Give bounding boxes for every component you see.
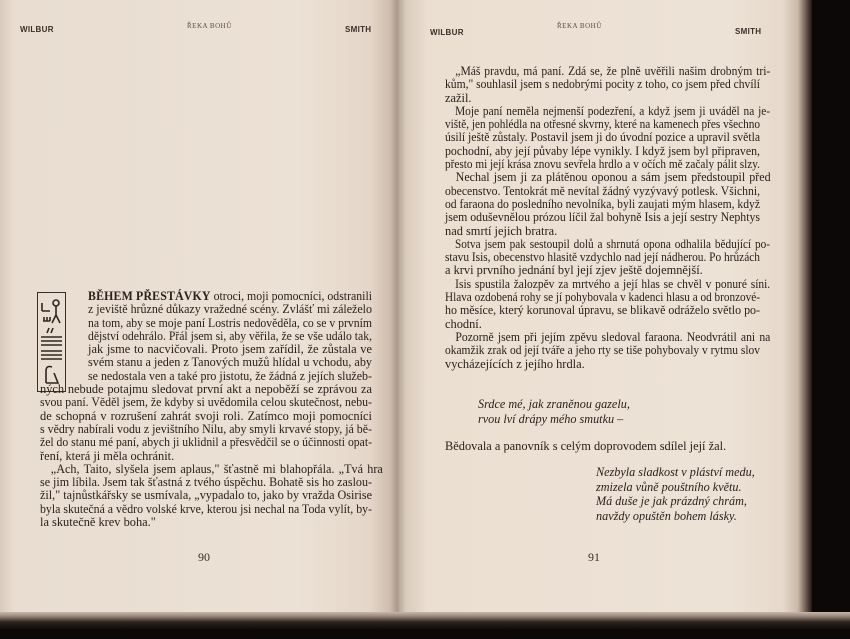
text-line: přesto mi její krása znovu sevřela hrdlo a v očích mě začaly pálit slzy.	[445, 157, 760, 172]
text-line: la skutečně krev boha."	[40, 515, 156, 530]
text-line: ření, která ji měla ochránit.	[40, 448, 175, 463]
text-line: úsilí ještě zůstaly. Postavil jsem ji do úvodní pozice a upravil světla	[445, 130, 760, 145]
text-line: okamžik zrak od její tváře a jeho rty se tiše pohybovaly v rytmu slov	[445, 343, 760, 358]
text-line: de schopná v rozrušení zahrát svoji roli. Zatímco moji pomocníci	[40, 408, 372, 423]
text-line: z jeviště hrůzné důkazy vražedné scény. Zvlášť mi záleželo	[88, 302, 372, 317]
prose-after-verse: Bědovala a panovník s celým doprovodem sdílel její žal.	[445, 439, 727, 453]
verse-line: navždy opuštěn bohem lásky.	[596, 508, 737, 523]
text-line: vycházejících z jejího hrdla.	[445, 356, 585, 371]
verse-1	[478, 397, 630, 426]
text-line: od faraona do posledního nevolníka, byli zaujati mým hlasem, když	[445, 196, 760, 211]
verse-line: zmizela vůně pouštního květu.	[596, 479, 742, 494]
text-line: žel do stanu mé paní, abych ji uklidnil a přesvědčil se o účinnosti opat-	[40, 435, 372, 450]
running-head-author-last: SMITH	[735, 27, 762, 36]
running-head-title: ŘEKA BOHŮ	[187, 22, 232, 30]
text-line: pochodní, aby její půvaby lépe vynikly. I když jsem byl připraven,	[445, 143, 760, 158]
text-line: se nedostala ven a také pro jistotu, že žádná z jejích služeb-	[88, 368, 372, 383]
text-line: Nechal jsem ji za plátěnou oponou a sám jsem předstoupil před	[455, 170, 771, 185]
text-line: viště, jen pohlédla na otřesné skvrny, které na kamenech přes všechno	[445, 117, 760, 132]
text-line: dějství odehrálo. Přál jsem si, aby věřila, že se vše událo tak,	[88, 328, 372, 343]
text-line: s vědry nabírali vodu z jevištního Nilu, aby smyli krvavé stopy, já bě-	[40, 421, 372, 436]
running-head-author-first: WILBUR	[20, 25, 54, 34]
verse-line: Má duše je jak prázdný chrám,	[596, 494, 747, 508]
text-line: obecenstvo. Tentokrát mě nevítal žádný vyzývavý potlesk. Všichni,	[445, 183, 760, 198]
text-line: jsem oduševnělou prózou líčil žal bohyně Isis a její sestry Nephtys	[445, 210, 760, 225]
verse-line: rvou lví drápy mého smutku –	[478, 411, 624, 426]
text-line: Hlava ozdobená rohy se jí pohybovala v kadenci hlasu a od bronzové-	[445, 290, 760, 305]
running-head-author-last: SMITH	[345, 25, 372, 34]
text-line: se jim líbila. Jsem tak šťastná z tvého úspěchu. Bohatě sis ho zaslou-	[40, 475, 372, 490]
verse-line: Nezbyla sladkost v pláství medu,	[596, 465, 755, 479]
text-line: Pozorně jsem při jejím zpěvu sledoval faraona. Neodvrátil ani na	[455, 329, 771, 344]
right-page	[398, 0, 812, 622]
text-line: na tom, aby se moje paní Lostris nedověděla, co se v prvním	[88, 315, 372, 330]
text-line: ných nebude potajmu sledovat první akt a nepoběží se zprávou za	[40, 382, 372, 397]
text-line: zažil.	[445, 90, 472, 105]
text-line-rest: otroci, moji pomocníci, odstranili	[210, 289, 372, 303]
text-line: Moje paní neměla nejmenší podezření, a když jsem ji uváděl na je-	[455, 103, 771, 118]
text-line: nad smrtí jejich bratra.	[445, 223, 558, 238]
text-line: svou paní. Věděl jsem, že kdyby si uvědomila celou skutečnost, nebu-	[40, 395, 372, 410]
text-line: chodní.	[445, 316, 482, 331]
text-line: kům," souhlasil jsem s nedobrými pocity z toho, co jsem před chvílí	[445, 77, 760, 92]
text-line: jak jsme to nacvičovali. Proto jsem zařídil, že zůstala ve	[88, 342, 372, 357]
text-line: stavu Isis, obecenstvo hlasitě vzdychlo nad její nádherou. Po hrůzách	[445, 250, 760, 265]
text-line: „Máš pravdu, má paní. Zdá se, že plně uvěřili našim drobným tri-	[455, 64, 771, 78]
text-line: a krvi prvního jednání byl její zjev ještě dojemnější.	[445, 263, 703, 278]
running-head-title: ŘEKA BOHŮ	[557, 22, 602, 30]
text-line: žil," tajnůstkářsky se usmívala, „vypadalo to, jako by vražda Osirise	[40, 488, 372, 503]
verse-line: Srdce mé, jak zraněnou gazelu,	[478, 397, 630, 411]
verse-2	[596, 465, 755, 523]
text-line: svém stanu a jeden z Tanových mužů hlídal u vchodu, aby	[88, 355, 372, 370]
text-line: byla skutečná a vědro volské krve, kterou jsi nechal na Toda vylít, by-	[40, 501, 372, 516]
right-page-text	[445, 64, 771, 371]
book-bottom-edge	[0, 612, 850, 639]
text-line: Sotva jsem pak sestoupil dolů a shrnutá opona odhalila bědující po-	[454, 236, 770, 251]
text-line: ho měsíce, který korunoval úpravu, se blikavě odráželo světlo po-	[445, 303, 760, 318]
page-number: 91	[588, 550, 600, 564]
left-page	[0, 0, 398, 622]
text-line	[88, 290, 372, 303]
text-line: Isis spustila žalozpěv za mrtvého a její hlas se chvěl v ponuré síni.	[455, 276, 771, 291]
running-head-author-first: WILBUR	[430, 28, 464, 37]
text-line: „Ach, Taito, slyšela jsem aplaus," šťastně mi blahopřála. „Tvá hra	[50, 461, 383, 476]
page-number: 90	[198, 550, 210, 564]
left-page-text	[40, 289, 383, 530]
lead-words: BĚHEM PŘESTÁVKY	[88, 289, 211, 303]
